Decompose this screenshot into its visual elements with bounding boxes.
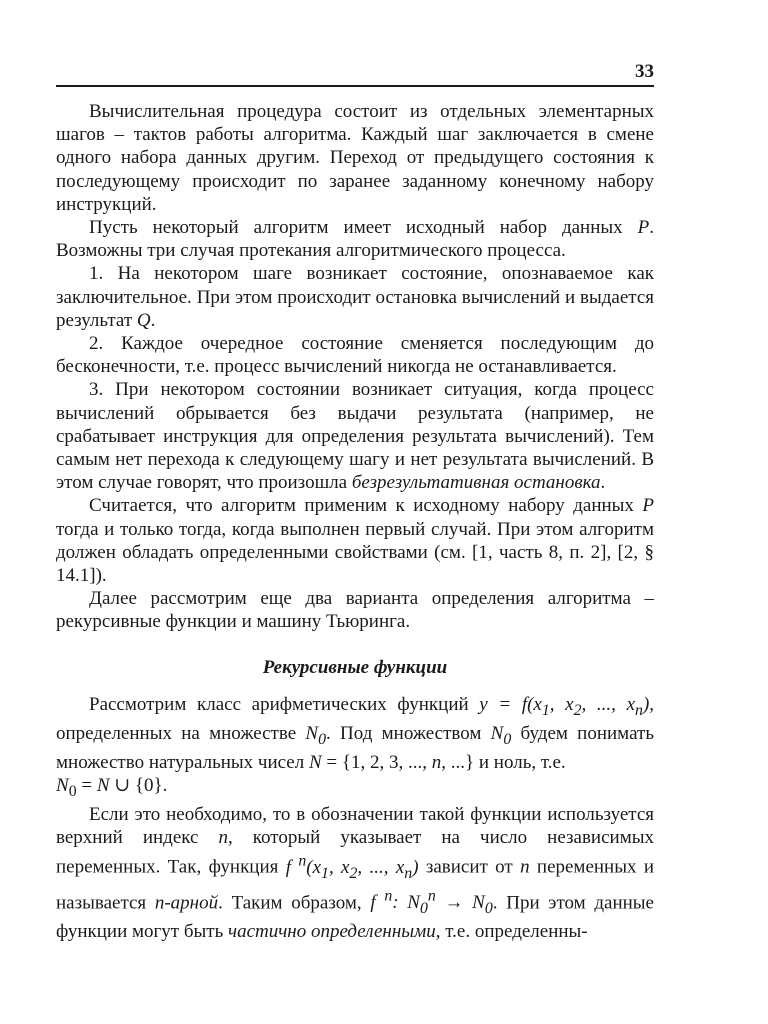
section-heading: Рекурсивные функции [262,656,448,678]
paragraph-2: Пусть некоторый алгоритм имеет исходный набор данных P. Возможны три случая протекания алгоритмического процесса. [56,217,654,262]
formula-naturals: N [308,751,322,773]
paragraph-intro-next: Далее рассмотрим еще два варианта определения алгоритма – рекурсивные функции и машину Тьюринга. [56,588,654,633]
paragraph-case-2: 2. Каждое очередное состояние сменяется последующим до бесконечности, т.е. процесс вычислений никогда не останавливается. [56,333,654,378]
term-partial: частично определенными [228,921,436,943]
paragraph-arithmetic-functions: Рассмотрим класс арифметических функций $y = f(x_1$, $x_2$, ..., $x_n$), определенных на множестве $N_0$. Под множеством $N_0$ будем понимать множество натуральных чисел N = {1, 2, 3, ..., n, ...} и ноль, т.е. [56,693,655,773]
body-text [56,100,654,943]
formula-fn: f $^n(x_1$, $x_2$, ..., $x_n$) [285,852,419,882]
formula-function: $y = f(x_1$, $x_2$, ..., $x_n$) [479,693,650,719]
term-emphasis: безрезультативная остановка [351,472,601,494]
paragraph-applicability: Считается, что алгоритм применим к исходному набору данных P тогда и только тогда, когда выполнен первый случай. При этом алгоритм должен обладать определенными свойствами (см. [1, часть 8, п. 2], [2, § 14.1]). [56,495,654,587]
paragraph-superscript-index: Если это необходимо, то в обозначении такой функции используется верхний индекс n, который указывает на число независимых переменных. Так, функция f $^n(x_1$, $x_2$, ..., $x_n$) зависит от n переменных и называется n-арной. Таким образом, f $^n$: $N_0^n \to N_0$. При этом данные функции могут быть частично определенными, т.е. определенны- [56,804,654,943]
formula-n0-definition: $N_0 = N$ ∪ {0}. [56,775,168,800]
set-n0: $N_0$ [305,722,327,748]
term-n-ary: n-арной [154,892,219,914]
page-number: 33 [635,61,654,82]
paragraph-case-1: 1. На некотором шаге возникает состояние, опознаваемое как заключительное. При этом происходит остановка вычислений и выдается результат Q. [56,263,654,331]
header-rule [56,85,654,87]
paragraph-case-3: 3. При некотором состоянии возникает ситуация, когда процесс вычислений обрывается без выдачи результата (например, не срабатывает инструкция для определения результата вычислений). Тем самым нет перехода к следующему шагу и нет результата вычислений. В этом случае говорят, что произошла безрезультативная остановка. [56,379,654,494]
formula-mapping: f $^n$: $N_0^n \to N_0$ [370,887,493,917]
paragraph-1: Вычислительная процедура состоит из отдельных элементарных шагов – тактов работы алгоритма. Каждый шаг заключается в смене одного набора данных другим. Переход от предыдущего состояния к последующему происходит по заранее заданному конечному набору инструкций. [56,101,654,215]
